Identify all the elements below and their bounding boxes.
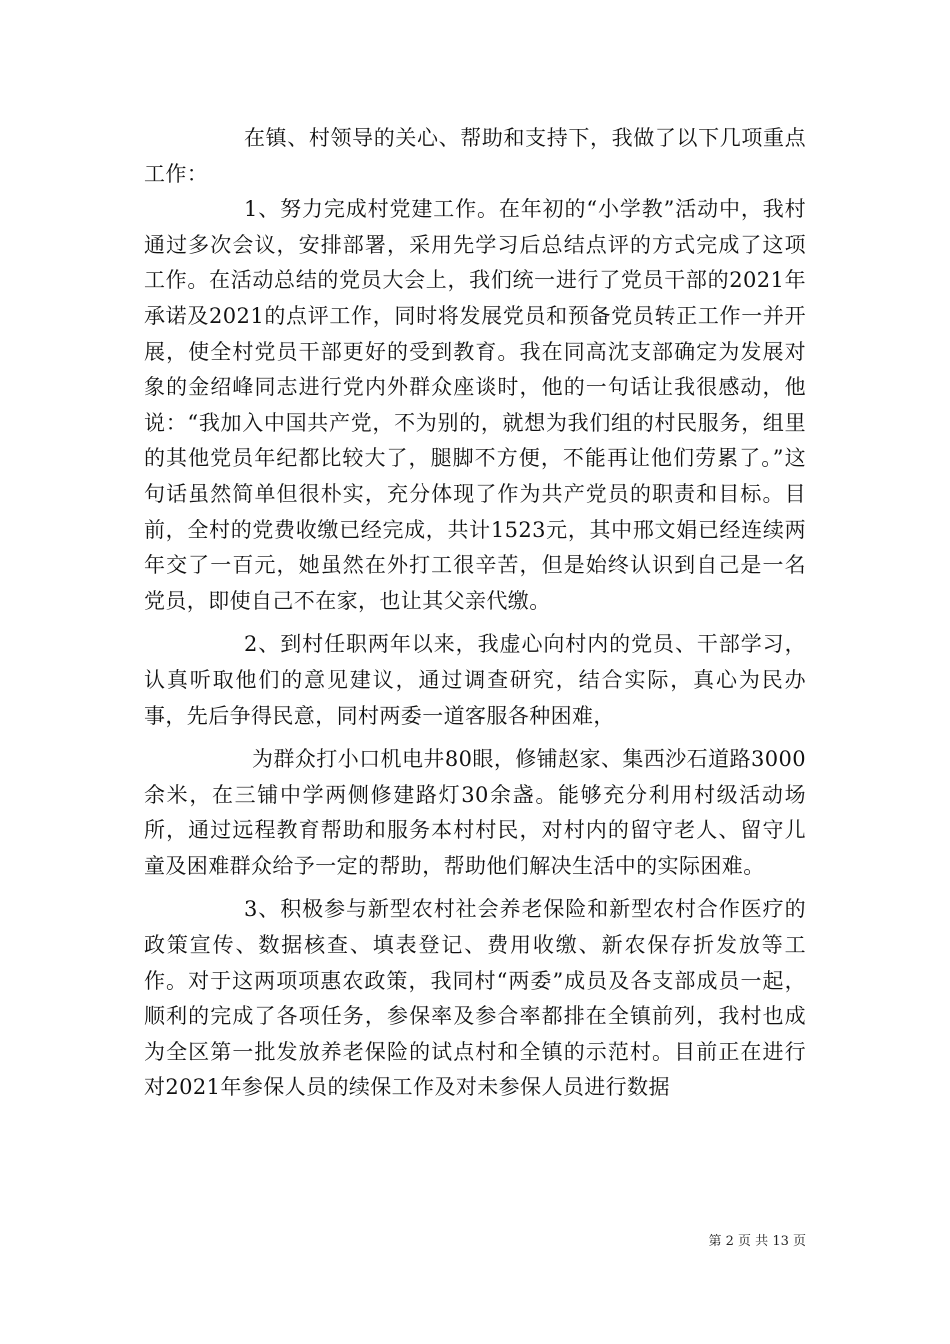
- paragraph-intro: 在镇、村领导的关心、帮助和支持下，我做了以下几项重点工作：: [144, 126, 806, 186]
- paragraph-party-building: 1、努力完成村党建工作。在年初的“小学教”活动中，我村通过多次会议，安排部署，采用先学习后总结点评的方式完成了这项工作。在活动总结的党员大会上，我们统一进行了党员干部的2021年承诺及2021的点评工作，同时将发展党员和预备党员转正工作一并开展，使全村党员干部更好的受到教育。我在同高沈支部确定为发展对象的金绍峰同志进行党内外群众座谈时，他的一句话让我很感动，他说：“我加入中国共产党，不为别的，就想为我们组的村民服务，组里的其他党员年纪都比较大了，腿脚不方便，不能再让他们劳累了。”这句话虽然简单但很朴实，充分体现了作为共产党员的职责和目标。目前，全村的党费收缴已经完成，共计1523元，其中邢文娟已经连续两年交了一百元，她虽然在外打工很辛苦，但是始终认识到自己是一名党员，即使自己不在家，也让其父亲代缴。: [144, 197, 806, 613]
- paragraph-learning: 2、到村任职两年以来，我虚心向村内的党员、干部学习，认真听取他们的意见建议，通过调查研究，结合实际，真心为民办事，先后争得民意，同村两委一道客服各种困难，: [144, 632, 806, 728]
- page-number-footer: 第 2 页 共 13 页: [708, 1234, 806, 1249]
- document-body: [144, 121, 806, 1106]
- paragraph-public-works: 为群众打小口机电井80眼，修铺赵家、集西沙石道路3000余米，在三铺中学两侧修建路灯30余盏。能够充分利用村级活动场所，通过远程教育帮助和服务本村村民，对村内的留守老人、留守儿童及困难群众给予一定的帮助，帮助他们解决生活中的实际困难。: [144, 747, 806, 878]
- paragraph-insurance: 3、积极参与新型农村社会养老保险和新型农村合作医疗的政策宣传、数据核查、填表登记、费用收缴、新农保存折发放等工作。对于这两项项惠农政策，我同村“两委”成员及各支部成员一起，顺利的完成了各项任务，参保率及参合率都排在全镇前列，我村也成为全区第一批发放养老保险的试点村和全镇的示范村。目前正在进行对2021年参保人员的续保工作及对未参保人员进行数据: [144, 897, 806, 1100]
